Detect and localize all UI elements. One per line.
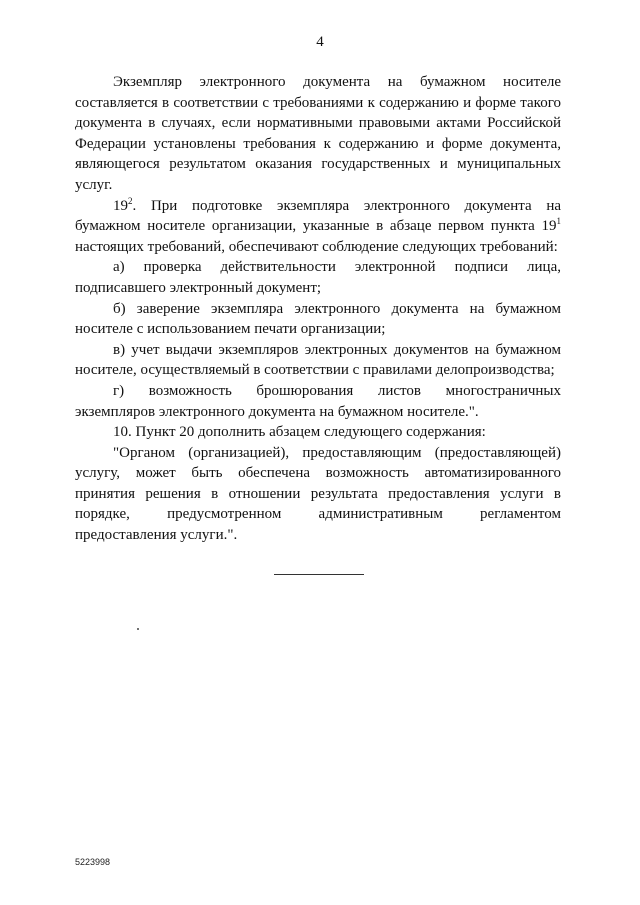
section-divider — [274, 574, 364, 575]
clause-text-part-2: настоящих требований, обеспечивают соблюдение следующих требований: — [75, 238, 558, 255]
document-body — [75, 72, 561, 546]
clause-number: 19 — [113, 197, 128, 214]
clause-text-part-1: . При подготовке экземпляра электронного документа на бумажном носителе организации, указанные в абзаце первом пункта 19 — [75, 197, 561, 235]
document-code: 5223998 — [75, 857, 111, 867]
scan-speck — [137, 628, 139, 630]
paragraph-copy-requirements: Экземпляр электронного документа на бумажном носителе составляется в соответствии с требованиями к содержанию и форме такого документа в случаях, если нормативными правовыми актами Российской Федерации установлены требования к содержанию и форме документа, являющегося результатом оказания государственных и муниципальных услуг. — [75, 74, 561, 193]
clause-number-superscript: 2 — [128, 195, 133, 206]
reference-superscript: 1 — [556, 216, 561, 227]
paragraph-item-10: 10. Пункт 20 дополнить абзацем следующего содержания: — [113, 424, 486, 441]
paragraph-19-2 — [75, 196, 561, 258]
list-item-g: г) возможность брошюрования листов многостраничных экземпляров электронного документа на бумажном носителе.". — [75, 382, 561, 420]
page-number: 4 — [316, 34, 324, 50]
list-item-v: в) учет выдачи экземпляров электронных документов на бумажном носителе, осуществляемый в соответствии с правилами делопроизводства; — [75, 341, 561, 379]
paragraph-quoted-addition: "Органом (организацией), предоставляющим (предоставляющей) услугу, может быть обеспечена возможность автоматизированного принятия решения в отношении результата предоставления услуги в порядке, предусмотренном административным регламентом предоставления услуги.". — [75, 444, 561, 544]
list-item-a: а) проверка действительности электронной подписи лица, подписавшего электронный документ; — [75, 259, 561, 296]
list-item-b: б) заверение экземпляра электронного документа на бумажном носителе с использованием печати организации; — [75, 300, 561, 338]
